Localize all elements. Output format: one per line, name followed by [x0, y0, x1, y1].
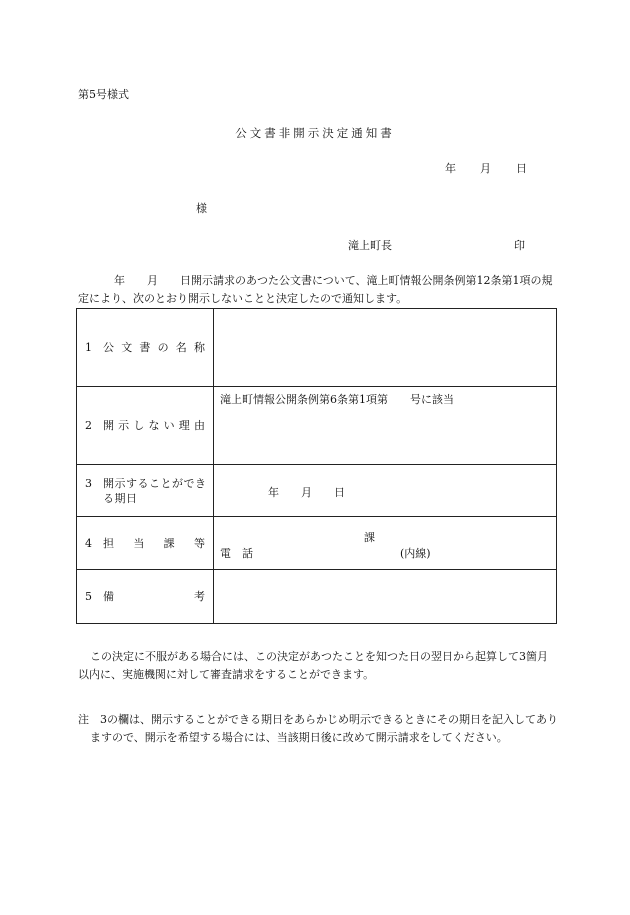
label-char: な: [148, 419, 160, 432]
intro-text: 日開示請求のあつた公文書について、滝上町情報公開条例第12条第1項の規定により、次のとおり開示しないことと決定したので通知します。: [78, 274, 553, 305]
date-year: 年: [445, 162, 456, 175]
value-reason[interactable]: [214, 387, 557, 465]
value-document-name[interactable]: [214, 309, 557, 387]
table-row-department: [77, 517, 557, 570]
intro-paragraph: [78, 272, 558, 308]
label-char: 開: [103, 419, 114, 432]
label-char: 課: [163, 536, 175, 550]
seal-mark: 印: [514, 239, 525, 252]
disclosure-date-text: 年 月 日: [268, 486, 345, 499]
footnote: [78, 711, 558, 747]
addressee-suffix: 様: [196, 202, 207, 215]
appeal-notice: この決定に不服がある場合には、この決定があつたことを知つた日の翌日から起算して3箇月以内に、実施機関に対して審査請求をすることができます。: [78, 650, 548, 681]
label-char: 当: [133, 536, 145, 550]
table-row-remarks: [77, 570, 557, 624]
form-number: 第5号様式: [78, 88, 129, 101]
row-number: 3: [85, 476, 92, 490]
decision-table: [76, 308, 557, 624]
label-char: 公: [103, 341, 114, 354]
phone-label: 電 話: [220, 547, 253, 560]
reason-text: 滝上町情報公開条例第6条第1項第 号に該当: [220, 393, 454, 406]
label-reason: [77, 387, 214, 465]
issuer-name: 滝上町長: [348, 239, 392, 252]
value-department[interactable]: [214, 517, 557, 570]
label-char: 由: [193, 419, 205, 432]
intro-month: 月: [147, 274, 158, 287]
label-char: 文: [121, 341, 133, 354]
document-title: 公文書非開示決定通知書: [235, 126, 395, 140]
label-char: 担: [103, 536, 114, 550]
extension-label: (内線): [400, 547, 431, 560]
label-char: 書: [139, 341, 151, 354]
row-number: 1: [85, 341, 92, 354]
row-number: 4: [85, 536, 92, 550]
intro-year: 年: [114, 274, 125, 287]
department-suffix: 課: [364, 531, 375, 544]
row-number: 2: [85, 419, 92, 432]
table-row-reason: [77, 387, 557, 465]
label-char: し: [133, 419, 145, 432]
label-char: 等: [193, 536, 205, 550]
label-char: 示: [118, 419, 130, 432]
label-char: 称: [193, 341, 205, 354]
label-char: 備: [103, 590, 114, 603]
label-char: 名: [175, 341, 187, 354]
row-number: 5: [85, 590, 92, 603]
footnote-text: 注 3の欄は、開示することができる期日をあらかじめ明示できるときにその期日を記入してありますので、開示を希望する場合には、当該期日後に改めて開示請求をしてください。: [78, 713, 558, 744]
label-char: い: [163, 419, 175, 432]
label-char: 考: [194, 590, 205, 603]
date-month: 月: [480, 162, 491, 175]
date-day: 日: [516, 162, 527, 175]
value-disclosure-date[interactable]: [214, 465, 557, 517]
label-remarks: [77, 570, 214, 624]
label-department: [77, 517, 214, 570]
label-char: 理: [178, 419, 190, 432]
label-text: 開示することができる期日: [103, 476, 207, 505]
table-row-document-name: [77, 309, 557, 387]
label-document-name: [77, 309, 214, 387]
value-remarks[interactable]: [214, 570, 557, 624]
label-char: の: [157, 341, 169, 354]
label-disclosure-date: [77, 465, 214, 517]
table-row-disclosure-date: [77, 465, 557, 517]
